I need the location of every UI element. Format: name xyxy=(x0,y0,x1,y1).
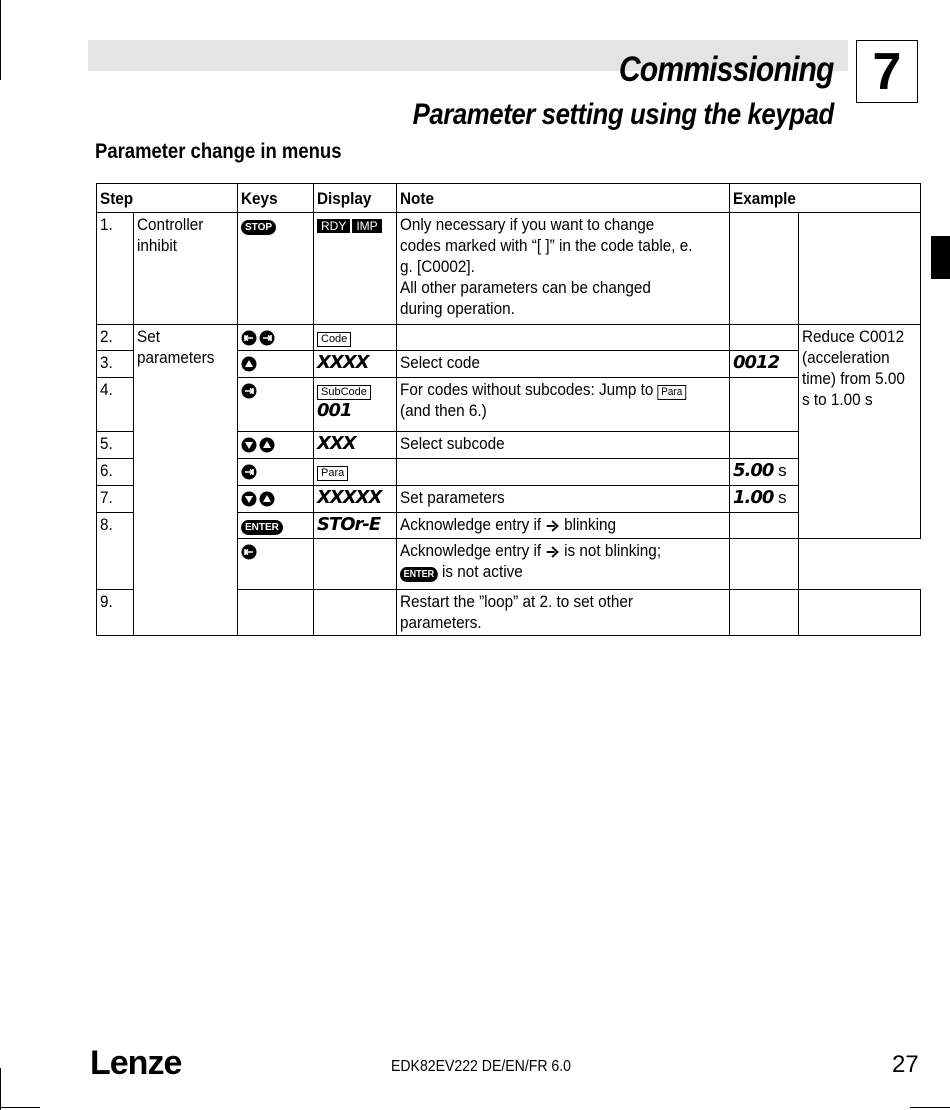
lenze-logo: Lenze xyxy=(90,1044,182,1082)
step-number: 3. xyxy=(97,351,134,378)
display-cell: SubCode 001 xyxy=(314,378,397,432)
step-number: 2. xyxy=(97,325,134,351)
note-cell: Restart the ”loop” at 2. to set other parameters. xyxy=(397,590,730,636)
shift-right-key-icon xyxy=(241,464,257,480)
note-cell: Only necessary if you want to change codes marked with “[ ]” in the code table, e. g. [C0002]. All other parameters can be changed during operation. xyxy=(397,213,730,325)
example-text xyxy=(799,590,921,636)
down-up-keys-icon xyxy=(241,491,275,507)
example-value xyxy=(730,432,799,459)
imp-indicator: IMP xyxy=(352,219,381,233)
display-cell: XXX xyxy=(314,432,397,459)
down-up-keys-icon xyxy=(241,437,275,453)
example-text xyxy=(799,213,921,325)
keys-cell xyxy=(238,513,314,539)
example-value xyxy=(730,590,799,636)
step-number: 1. xyxy=(97,213,134,325)
table-row xyxy=(97,325,921,351)
up-key-icon xyxy=(241,356,257,372)
keys-cell xyxy=(238,213,314,325)
step-number: 7. xyxy=(97,486,134,513)
step-number: 6. xyxy=(97,459,134,486)
chapter-title: Commissioning xyxy=(619,50,834,89)
example-value xyxy=(730,378,799,432)
shift-left-right-keys-icon xyxy=(241,330,275,346)
step-name: Set parameters xyxy=(134,325,238,636)
chapter-number: 7 xyxy=(856,40,918,103)
arrow-indicator-icon xyxy=(545,545,559,559)
example-value: 1.00 s xyxy=(730,486,799,513)
crop-mark xyxy=(0,1107,40,1108)
section-title: Parameter setting using the keypad xyxy=(412,98,834,131)
keys-cell xyxy=(238,351,314,378)
keys-cell xyxy=(238,325,314,351)
para-label: Para xyxy=(658,385,686,400)
display-cell: STOr-E xyxy=(314,513,397,539)
display-cell xyxy=(314,459,397,486)
arrow-indicator-icon xyxy=(545,519,559,533)
example-value: 5.00 s xyxy=(730,459,799,486)
note-cell xyxy=(397,325,730,351)
example-value xyxy=(730,325,799,351)
note-cell: Acknowledge entry if blinking xyxy=(397,513,730,539)
side-tab-marker xyxy=(931,236,950,279)
document-id: EDK82EV222 DE/EN/FR 6.0 xyxy=(391,1058,572,1075)
header-display: Display xyxy=(314,184,397,213)
code-label: Code xyxy=(317,332,351,347)
note-cell: Set parameters xyxy=(397,486,730,513)
header-keys: Keys xyxy=(238,184,314,213)
step-number: 8. xyxy=(97,513,134,590)
subcode-label: SubCode xyxy=(317,385,371,400)
display-cell xyxy=(314,213,397,325)
keys-cell xyxy=(238,486,314,513)
display-cell xyxy=(314,590,397,636)
step-number: 9. xyxy=(97,590,134,636)
header-note: Note xyxy=(397,184,730,213)
note-cell: For codes without subcodes: Jump to Para (and then 6.) xyxy=(397,378,730,432)
example-value: 0012 xyxy=(730,351,799,378)
page-number: 27 xyxy=(892,1051,919,1078)
header-step: Step xyxy=(97,184,238,213)
example-text: Reduce C0012 (acceleration time) from 5.00 s to 1.00 s xyxy=(799,325,921,539)
crop-mark xyxy=(0,1068,1,1110)
crop-mark xyxy=(910,1107,950,1108)
keys-cell xyxy=(238,539,314,590)
note-cell: Acknowledge entry if is not blinking; ENTER is not active xyxy=(397,539,730,590)
sub-heading: Parameter change in menus xyxy=(95,140,342,163)
display-cell: XXXXX xyxy=(314,486,397,513)
steps-table xyxy=(96,183,921,636)
example-value xyxy=(730,539,799,590)
enter-key-icon: ENTER xyxy=(241,520,283,535)
note-cell xyxy=(397,459,730,486)
step-name: Controller inhibit xyxy=(134,213,238,325)
display-cell xyxy=(314,539,397,590)
rdy-indicator: RDY xyxy=(317,219,350,233)
example-value xyxy=(730,213,799,325)
header-example: Example xyxy=(730,184,921,213)
para-label: Para xyxy=(317,466,348,481)
step-number: 4. xyxy=(97,378,134,432)
crop-mark xyxy=(0,0,1,80)
keys-cell xyxy=(238,459,314,486)
shift-right-key-icon xyxy=(241,383,257,399)
display-cell xyxy=(314,325,397,351)
example-value xyxy=(730,513,799,539)
table-header-row xyxy=(97,184,921,213)
note-cell: Select code xyxy=(397,351,730,378)
note-cell: Select subcode xyxy=(397,432,730,459)
stop-key-icon: STOP xyxy=(241,220,276,235)
display-cell: XXXX xyxy=(314,351,397,378)
keys-cell xyxy=(238,432,314,459)
keys-cell xyxy=(238,590,314,636)
shift-left-key-icon xyxy=(241,544,257,560)
keys-cell xyxy=(238,378,314,432)
table-row xyxy=(97,213,921,325)
step-number: 5. xyxy=(97,432,134,459)
enter-key-icon: ENTER xyxy=(400,567,438,582)
